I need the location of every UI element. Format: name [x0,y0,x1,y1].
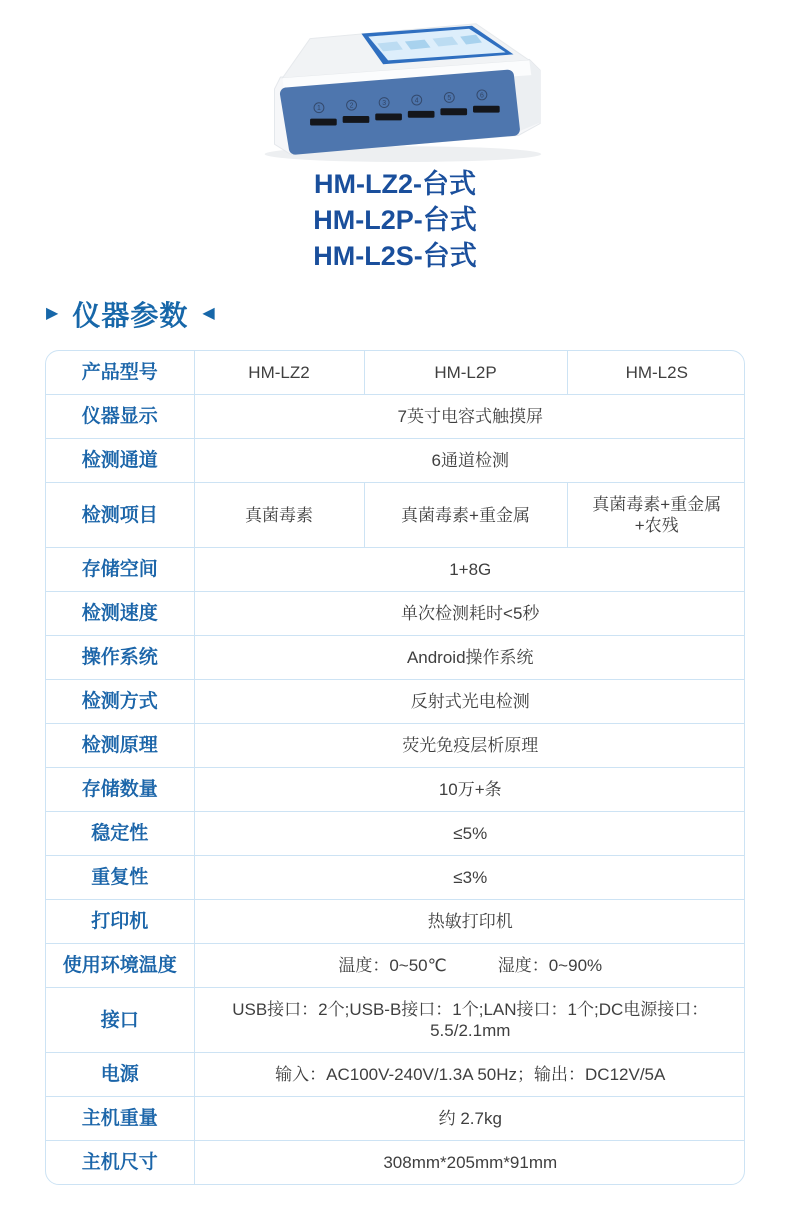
device-illustration [225,6,565,164]
left-triangle-icon: ◀ [202,305,215,322]
row-label: 检测速度 [46,592,194,636]
row-label: 检测通道 [46,439,194,483]
row-label: 产品型号 [46,351,194,395]
row-cell: 真菌毒素+重金属+农残 [567,483,745,548]
table-row [46,1097,745,1141]
slot-number: 1 [317,105,321,113]
table-row [46,395,745,439]
table-row [46,900,745,944]
row-label: 重复性 [46,856,194,900]
row-label: 打印机 [46,900,194,944]
row-label: 使用环境温度 [46,944,194,988]
row-value: 7英寸电容式触摸屏 [194,395,745,439]
slot-number: 4 [414,97,419,105]
table-row [46,548,745,592]
slot-number: 3 [382,100,387,108]
section-title: 仪器参数 [72,300,189,331]
row-cell: HM-L2P [364,351,567,395]
table-row [46,724,745,768]
section-header [46,294,790,334]
row-label: 稳定性 [46,812,194,856]
table-row [46,351,745,395]
product-title: HM-L2S-台式 [313,241,477,271]
row-value: 输入：AC100V-240V/1.3A 50Hz；输出：DC12V/5A [194,1053,745,1097]
row-label: 仪器显示 [46,395,194,439]
row-label: 检测项目 [46,483,194,548]
slot-number: 5 [447,94,452,102]
product-image [0,0,790,164]
product-title: HM-LZ2-台式 [314,169,476,199]
row-value: 1+8G [194,548,745,592]
table-row [46,592,745,636]
row-value: 反射式光电检测 [194,680,745,724]
row-value: ≤5% [194,812,745,856]
row-cell: HM-LZ2 [248,363,310,382]
table-row [46,944,745,988]
row-value: 热敏打印机 [194,900,745,944]
row-value: Android操作系统 [194,636,745,680]
table-row [46,483,745,548]
right-triangle-icon: ▶ [46,305,59,322]
table-row [46,1053,745,1097]
table-row [46,1141,745,1185]
table-row [46,680,745,724]
table-row [46,636,745,680]
table-row [46,812,745,856]
row-value: 10万+条 [194,768,745,812]
row-label: 主机重量 [46,1097,194,1141]
row-value: 约 2.7kg [194,1097,745,1141]
product-titles [0,166,790,274]
row-value: 荧光免疫层析原理 [194,724,745,768]
row-value: 308mm*205mm*91mm [194,1141,745,1185]
row-label: 接口 [46,988,194,1053]
row-cell: 真菌毒素 [194,483,364,548]
row-cell: HM-L2S [567,351,745,395]
row-value: ≤3% [194,856,745,900]
row-value: 单次检测耗时<5秒 [194,592,745,636]
row-cell: 真菌毒素+重金属 [364,483,567,548]
table-row [46,988,745,1053]
row-value: USB接口：2个;USB-B接口：1个;LAN接口：1个;DC电源接口：5.5/2.1mm [194,988,745,1053]
product-title: HM-L2P-台式 [313,205,477,235]
row-value: 6通道检测 [194,439,745,483]
row-label: 操作系统 [46,636,194,680]
row-label: 电源 [46,1053,194,1097]
table-row [46,439,745,483]
row-label: 检测方式 [46,680,194,724]
row-label: 检测原理 [46,724,194,768]
table-row [46,768,745,812]
row-value: 温度：0~50℃ 湿度：0~90% [194,944,745,988]
spec-table [46,351,745,1184]
row-label: 主机尺寸 [46,1141,194,1185]
spec-card [45,350,745,1185]
table-row [46,856,745,900]
row-label: 存储空间 [46,548,194,592]
slot-number: 6 [479,92,484,100]
slot-number: 2 [349,102,354,110]
row-label: 存储数量 [46,768,194,812]
